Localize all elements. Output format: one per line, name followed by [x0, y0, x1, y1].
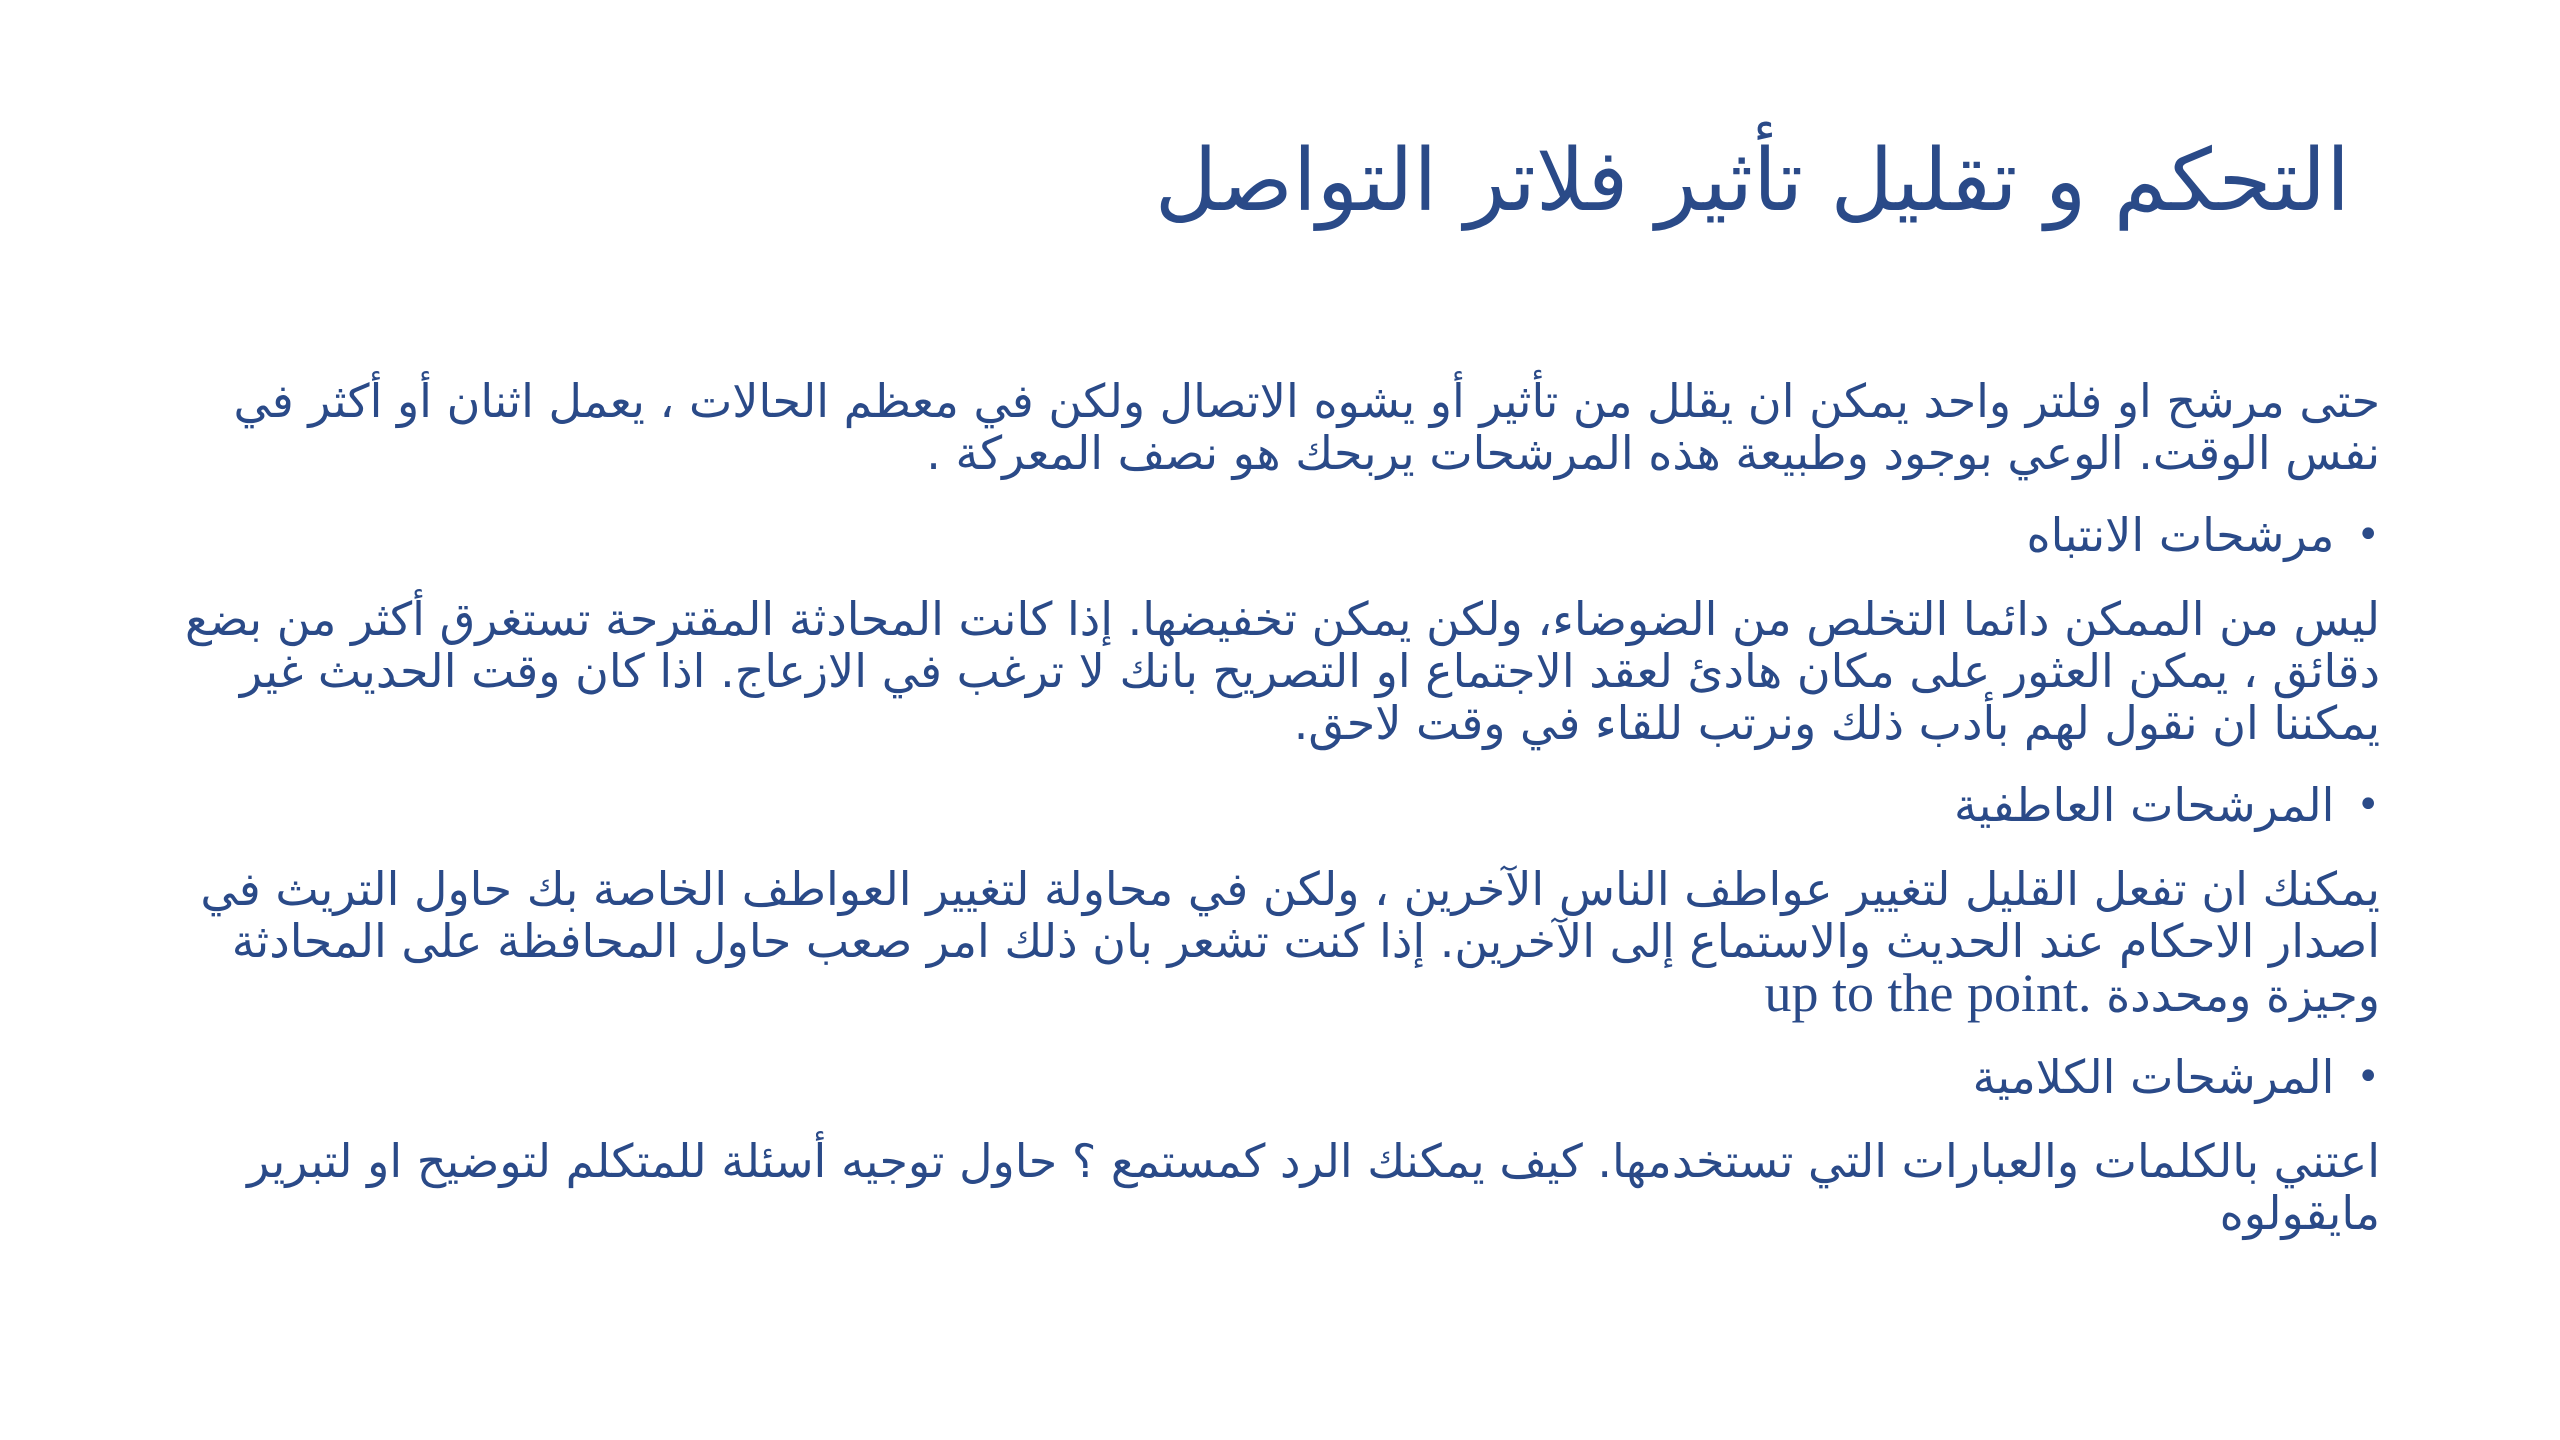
verbal-filters-paragraph: اعتني بالكلمات والعبارات التي تستخدمها. كيف يمكنك الرد كمستمع ؟ حاول توجيه أسئلة للمتكلم لتوضيح او لتبرير مايقولوه: [247, 1134, 2380, 1240]
slide-title: التحكم و تقليل تأثير فلاتر التواصل: [1154, 131, 2350, 231]
emotional-filters-paragraph: [180, 863, 2380, 1021]
emotional-filters-text: يمكنك ان تفعل القليل لتغيير عواطف الناس الآخرين ، ولكن في محاولة لتغيير العواطف الخاصة بك حاول التريث في اصدار الاحكام عند الحديث والاستماع إلى الآخرين. إذا كنت تشعر بان ذلك امر صعب حاول المحافظة على المحادثة وجيزة ومحددة: [200, 862, 2380, 1022]
bullet-dot-icon: •: [2356, 512, 2380, 558]
bullet-label: المرشحات الكلامية: [1972, 1050, 2335, 1104]
bullet-dot-icon: •: [2356, 782, 2380, 828]
attention-filters-paragraph: ليس من الممكن دائما التخلص من الضوضاء، ولكن يمكن تخفيضها. إذا كانت المحادثة المقترحة تستغرق أكثر من بضع دقائق ، يمكن العثور على مكان هادئ لعقد الاجتماع او التصريح بانك لا ترغب في الازعاج. اذا كان وقت الحديث غير يمكننا ان نقول لهم بأدب ذلك ونرتب للقاء في وقت لاحق.: [184, 592, 2380, 750]
bullet-label: مرشحات الانتباه: [2026, 508, 2335, 562]
bullet-verbal-filters: [180, 1049, 2380, 1105]
bullet-attention-filters: [180, 507, 2380, 563]
bullet-label: المرشحات العاطفية: [1954, 778, 2335, 832]
slide-content: [180, 375, 2380, 1267]
bullet-dot-icon: •: [2356, 1054, 2380, 1100]
intro-paragraph: حتى مرشح او فلتر واحد يمكن ان يقلل من تأثير أو يشوه الاتصال ولكن في معظم الحالات ، يعمل اثنان أو أكثر في نفس الوقت. الوعي بوجود وطبيعة هذه المرشحات يربحك هو نصف المعركة .: [233, 374, 2380, 480]
latin-phrase: up to the point.: [1764, 963, 2092, 1023]
bullet-emotional-filters: [180, 777, 2380, 833]
